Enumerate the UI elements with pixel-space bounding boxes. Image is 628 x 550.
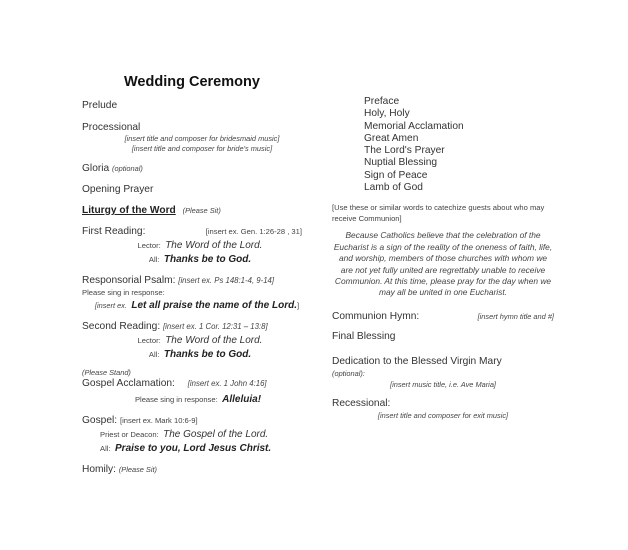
recessional-note: [insert title and composer for exit music]	[377, 410, 509, 420]
list-item: Memorial Acclamation	[364, 120, 464, 132]
dedication-music: [insert music title, i.e. Ave Maria]	[390, 380, 496, 390]
gloria-note: (optional)	[112, 164, 143, 173]
responsorial-psalm	[82, 275, 304, 288]
all-text: Thanks be to God.	[163, 349, 252, 360]
all-role: All:	[148, 350, 160, 359]
recessional: Recessional:	[332, 398, 391, 410]
alleluia-text: Alleluia!	[222, 393, 262, 405]
communion-hymn	[332, 311, 554, 324]
dedication-note: (optional):	[332, 369, 365, 379]
catechize-text: Because Catholics believe that the celebration of the Eucharist is a sign of the reality of the oneness of faith, life, and worship, members of those churches with whom we are not yet fully united are regrettably unable to receive Communion. At this time, please pray for the day when we may all be united in one Eucharist.	[333, 230, 553, 298]
first-reading-lector	[82, 238, 304, 252]
homily-label: Homily:	[82, 464, 116, 475]
left-column	[82, 70, 304, 477]
gospel-acclamation-response	[82, 391, 304, 406]
processional-bridesmaid-music: [insert title and composer for bridesmaid music]	[124, 134, 280, 143]
first-reading-label: First Reading:	[82, 225, 146, 237]
list-item: The Lord's Prayer	[364, 145, 445, 157]
lector-role: Lector:	[137, 336, 161, 345]
list-item: Lamb of God	[364, 182, 423, 194]
opening-prayer: Opening Prayer	[82, 183, 154, 195]
psalm-response-close: ]	[296, 300, 300, 310]
psalm-instruction: Please sing in response:	[82, 287, 165, 297]
list-item: Nuptial Blessing	[364, 157, 438, 169]
all-text: Praise to you, Lord Jesus Christ.	[115, 443, 272, 454]
lector-role: Lector:	[137, 241, 161, 250]
catechize-note: [Use these or similar words to catechize guests about who may receive Communion]	[332, 203, 545, 223]
communion-hymn-label: Communion Hymn:	[332, 310, 420, 322]
first-reading-ref: [insert ex. Gen. 1:26-28 , 31]	[205, 226, 302, 236]
eucharist-list	[332, 96, 554, 194]
first-reading	[82, 226, 304, 239]
second-reading-label: Second Reading:	[82, 320, 161, 332]
psalm-response-text: Let all praise the name of the Lord.	[131, 299, 297, 311]
psalm-ref: [insert ex. Ps 148:1-4, 9-14]	[178, 276, 275, 285]
liturgy-note: (Please Sit)	[182, 206, 221, 215]
liturgy-of-the-word	[82, 205, 304, 218]
gospel	[82, 415, 304, 428]
gospel-ref: [insert ex. Mark 10:6-9]	[119, 415, 198, 425]
gospel-acclamation	[82, 378, 304, 391]
second-reading-ref: [insert ex. 1 Cor. 12:31 – 13:8]	[163, 321, 268, 331]
page-title: Wedding Ceremony	[124, 74, 260, 90]
right-column	[332, 96, 554, 421]
dedication: Dedication to the Blessed Virgin Mary	[332, 355, 502, 367]
gospel-acclamation-instruction: Please sing in response:	[134, 394, 218, 404]
gospel-priest	[82, 427, 304, 441]
psalm-insert-prefix: [insert ex.	[94, 300, 127, 310]
second-reading-lector	[82, 333, 304, 347]
homily	[82, 464, 304, 477]
gospel-label: Gospel:	[82, 414, 118, 426]
please-stand: (Please Stand)	[82, 368, 131, 377]
list-item: Great Amen	[364, 132, 419, 144]
processional: Processional	[82, 121, 141, 133]
final-blessing: Final Blessing	[332, 331, 396, 343]
priest-text: The Gospel of the Lord.	[163, 429, 269, 440]
lector-text: The Word of the Lord.	[165, 240, 263, 251]
all-role: All:	[100, 444, 111, 453]
list-item: Preface	[364, 96, 400, 107]
gospel-acclamation-ref: [insert ex. 1 John 4:16]	[187, 379, 267, 388]
gospel-acclamation-label: Gospel Acclamation:	[82, 378, 175, 389]
gloria-label: Gloria	[82, 163, 110, 174]
all-text: Thanks be to God.	[163, 254, 252, 265]
second-reading-all	[82, 347, 304, 361]
psalm-label: Responsorial Psalm:	[82, 275, 176, 286]
first-reading-all	[82, 252, 304, 266]
liturgy-heading: Liturgy of the Word	[82, 205, 176, 216]
gloria	[82, 163, 304, 176]
prelude: Prelude	[82, 100, 118, 111]
list-item: Holy, Holy	[364, 108, 410, 120]
lector-text: The Word of the Lord.	[165, 335, 263, 346]
second-reading	[82, 321, 304, 334]
communion-hymn-note: [insert hymn title and #]	[477, 311, 554, 321]
gospel-all	[82, 441, 304, 455]
list-item: Sign of Peace	[364, 169, 428, 181]
homily-note: (Please Sit)	[118, 465, 158, 474]
priest-role: Priest or Deacon:	[100, 430, 159, 439]
processional-bride-music: [insert title and composer for bride's music]	[131, 144, 273, 153]
all-role: All:	[148, 255, 160, 264]
psalm-response	[82, 298, 304, 312]
